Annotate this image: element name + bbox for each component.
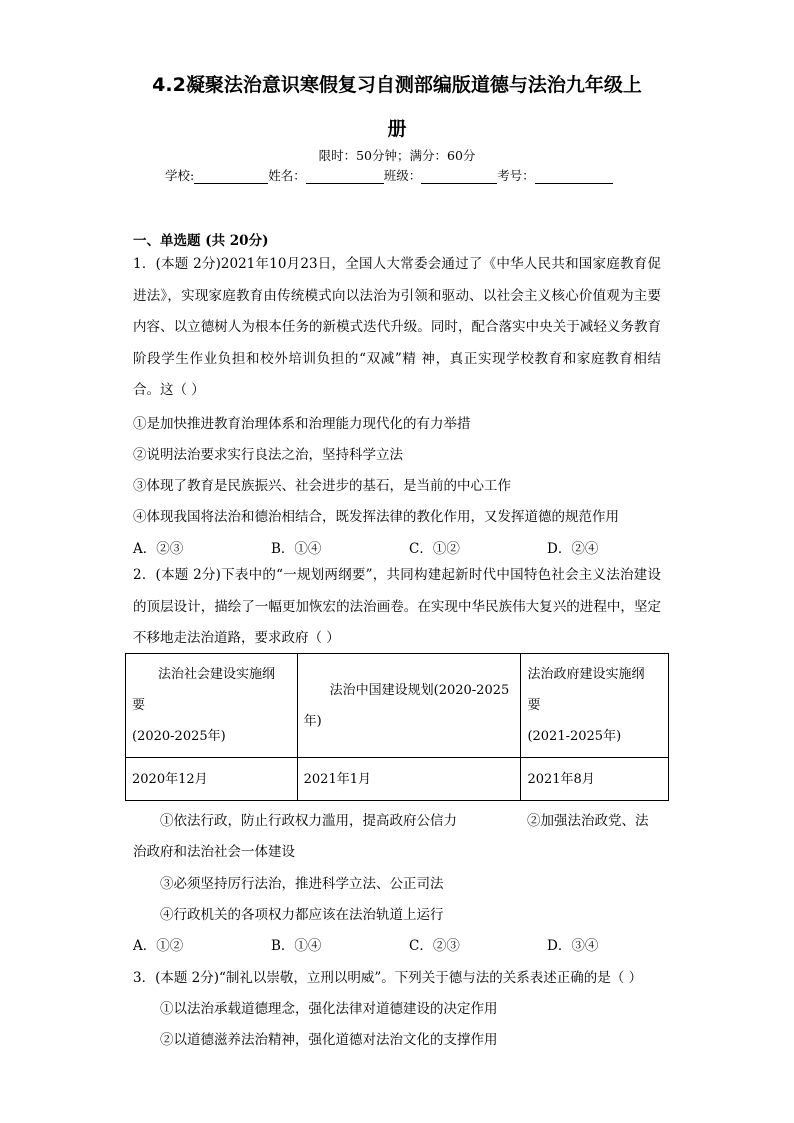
school-blank[interactable] [194, 169, 268, 184]
section-heading: 一、单选题 (共 20分) [133, 233, 269, 249]
document-title-continued: 册 [387, 118, 407, 140]
student-info-fields [165, 166, 613, 184]
time-score-info: 限时：50分钟；满分：60分 [318, 148, 476, 163]
q2-statement-2: ②加强法治政党、法 [527, 813, 649, 829]
q2-statement-1: ①依法行政，防止行政权力滥用，提高政府公信力 [160, 813, 457, 829]
q3-stem: 3．(本题 2分)“制礼以崇敬，立刑以明威”。下列关于德与法的关系表述正确的是（ ） [133, 970, 643, 986]
q1-statement-4: ④体现我国将法治和德治相结合，既发挥法律的教化作用，又发挥道德的规范作用 [133, 509, 619, 525]
document-title: 4.2凝聚法治意识寒假复习自测部编版道德与法治九年级上 [152, 74, 642, 96]
q1-statement-2: ②说明法治要求实行良法之治，坚持科学立法 [133, 447, 403, 463]
q1-option-c[interactable]: C．①② [409, 541, 460, 557]
table-header-row [126, 654, 669, 758]
q2-options [133, 934, 673, 954]
number-blank[interactable] [535, 169, 613, 184]
table-header-cell: 法治社会建设实施纲 要 (2020-2025年) [126, 654, 298, 758]
q1-stem: 1．(本题 2分)2021年10月23日，全国人大常委会通过了《中华人民共和国家庭教育促进法》，实现家庭教育由传统模式向以法治为引领和驱动、以社会主义核心价值观为主要内容、以立德树人为根本任务的新模式迭代升级。同时，配合落实中央关于减轻义务教育阶段学生作业负担和校外培训负担的“双减”精 神，真正实现学校教育和家庭教育相结合。这（ ） [133, 256, 661, 398]
table-cell: 2020年12月 [126, 758, 298, 801]
q1-option-d[interactable]: D．②④ [547, 541, 599, 557]
q2-option-c[interactable]: C．②③ [409, 938, 460, 954]
name-label: 姓名： [268, 168, 306, 183]
name-blank[interactable] [306, 169, 384, 184]
plans-table [125, 653, 669, 801]
table-row [126, 758, 669, 801]
q1-option-a[interactable]: A．②③ [133, 541, 184, 557]
table-cell: 2021年1月 [297, 758, 521, 801]
table-header-cell: 法治政府建设实施纲 要 (2021-2025年) [521, 654, 669, 758]
q3-statement-1: ①以法治承载道德理念，强化法律对道德建设的决定作用 [160, 1001, 498, 1017]
table-header-cell: 法治中国建设规划(2020-2025 年) [297, 654, 521, 758]
q2-option-d[interactable]: D．③④ [547, 938, 599, 954]
q3-statement-2: ②以道德滋养法治精神，强化道德对法治文化的支撑作用 [160, 1032, 498, 1048]
q2-option-b[interactable]: B．①④ [271, 938, 322, 954]
number-label: 考号： [497, 168, 535, 183]
table-cell: 2021年8月 [521, 758, 669, 801]
q2-stem: 2．(本题 2分)下表中的“一规划两纲要”，共同构建起新时代中国特色社会主义法治建设的顶层设计，描绘了一幅更加恢宏的法治画卷。在实现中华民族伟大复兴的进程中，坚定不移地走法治道路，要求政府（ ） [133, 567, 661, 646]
class-label: 班级： [383, 168, 422, 183]
q1-options [133, 537, 673, 557]
q2-statement-4: ④行政机关的各项权力都应该在法治轨道上运行 [160, 907, 444, 923]
school-label: 学校: [165, 168, 195, 183]
q1-statement-1: ①是加快推进教育治理体系和治理能力现代化的有力举措 [133, 416, 471, 432]
q2-option-a[interactable]: A．①② [133, 938, 184, 954]
class-blank[interactable] [421, 169, 497, 184]
q1-statement-3: ③体现了教育是民族振兴、社会进步的基石，是当前的中心工作 [133, 478, 511, 494]
q2-statement-2-continued: 治政府和法治社会一体建设 [133, 844, 295, 860]
q1-option-b[interactable]: B．①④ [271, 541, 322, 557]
q2-statement-3: ③必须坚持厉行法治，推进科学立法、公正司法 [160, 876, 444, 892]
